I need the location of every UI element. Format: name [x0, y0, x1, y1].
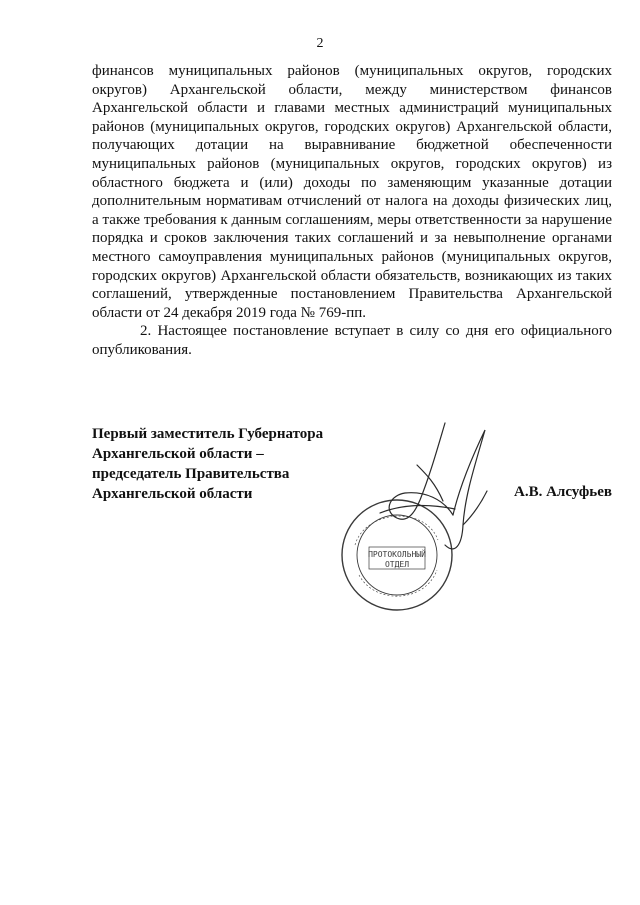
page-number: 2 — [316, 36, 324, 51]
handwritten-signature — [380, 423, 487, 549]
body-paragraph-continuation: финансов муниципальных районов (муниципальных округов, городских округов) Архангельской области, между министерством финансов Архангельской области и главами местных администраций муниципальных районов (муниципальных округов, городских округов) Архангельской области, получающих дотации на выравнивание бюджетной обеспеченности муниципальных районов (муниципальных округов, городских округов) из областного бюджета и (или) доходы по заменяющим указанные дотации дополнительным нормативам отчислений от налога на доходы физических лиц, а также требования к данным соглашениям, меры ответственности за нарушение порядка и сроков заключения таких соглашений и за невыполнение органами местного самоуправления муниципальных районов (муниципальных округов, городских округов) Архангельской области обязательств, возникающих из таких соглашений, утвержденные постановлением Правительства Архангельской области от 24 декабря 2019 года № 769-пп. — [92, 63, 612, 321]
document-body — [92, 62, 612, 360]
signatory-position-line: Архангельской области — [92, 486, 253, 502]
signatory-position — [92, 424, 323, 504]
signatory-position-line: председатель Правительства — [92, 466, 290, 482]
body-paragraph-effective-date: 2. Настоящее постановление вступает в силу со дня его официального опубликования. — [92, 323, 612, 358]
official-seal — [342, 500, 452, 610]
signatory-name: А.В. Алсуфьев — [514, 484, 612, 500]
signatory-position-line: Первый заместитель Губернатора — [92, 426, 324, 442]
seal-and-signature — [325, 405, 505, 620]
seal-center-line: ПРОТОКОЛЬНЫЙ — [368, 550, 426, 559]
seal-center-line: ОТДЕЛ — [384, 560, 410, 569]
signatory-position-line: Архангельской области – — [92, 446, 264, 462]
